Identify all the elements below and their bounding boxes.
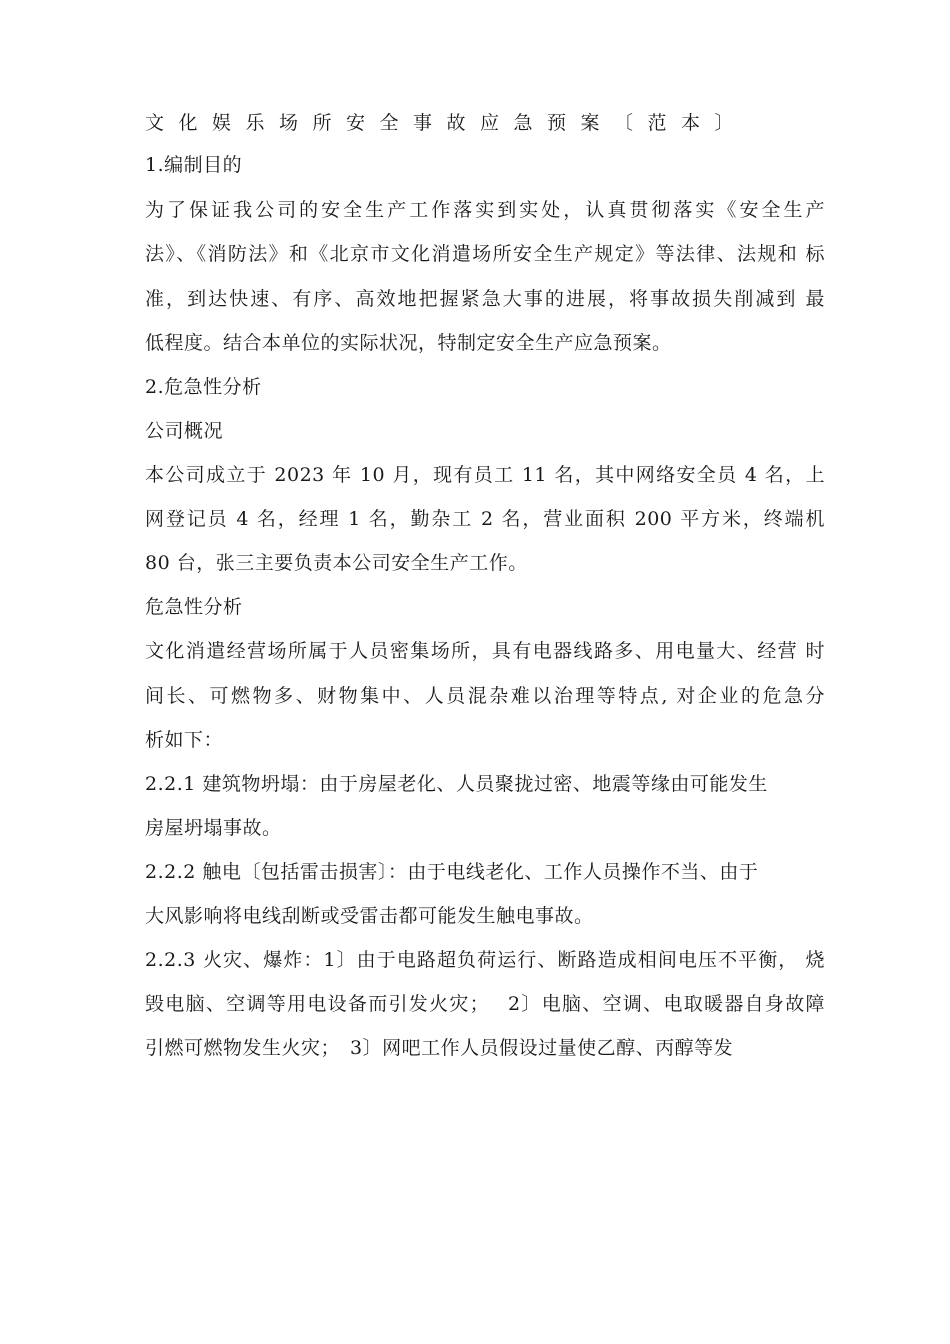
paragraph-line: 准，到达快速、有序、高效地把握紧急大事的进展，将事故损失削减到 最: [145, 288, 825, 310]
paragraph-line: 间长、可燃物多、财物集中、人员混杂难以治理等特点, 对企业的危急分: [145, 685, 825, 707]
paragraph-line: 2.2.3 火灾、爆炸：1〕由于电路超负荷运行、断路造成相间电压不平衡， 烧: [145, 949, 825, 971]
paragraph-line: 引燃可燃物发生火灾； 3〕网吧工作人员假设过量使乙醇、丙醇等发: [145, 1037, 734, 1059]
document-title: 文化娱乐场所安全事故应急预案〔范本〕: [145, 112, 749, 134]
paragraph-line: 低程度。结合本单位的实际状况，特制定安全生产应急预案。: [145, 332, 672, 354]
paragraph-line: 80 台，张三主要负责本公司安全生产工作。: [145, 552, 528, 574]
paragraph-line: 大风影响将电线刮断或受雷击都可能发生触电事故。: [145, 905, 594, 927]
subheading-hazard-analysis: 危急性分析: [145, 596, 243, 618]
paragraph-line: 房屋坍塌事故。: [145, 817, 282, 839]
paragraph-line: 本公司成立于 2023 年 10 月，现有员工 11 名，其中网络安全员 4 名，上: [145, 464, 825, 486]
section-heading-hazard-analysis: 2.危急性分析: [145, 376, 262, 398]
paragraph-line: 网登记员 4 名，经理 1 名，勤杂工 2 名，营业面积 200 平方米，终端机: [145, 508, 825, 530]
paragraph-line: 文化消遣经营场所属于人员密集场所，具有电器线路多、用电量大、经营 时: [145, 640, 825, 662]
subheading-company-overview: 公司概况: [145, 420, 224, 442]
paragraph-line: 2.2.1 建筑物坍塌：由于房屋老化、人员聚拢过密、地震等缘由可能发生: [145, 773, 768, 795]
paragraph-line: 为了保证我公司的安全生产工作落实到实处，认真贯彻落实《安全生产: [145, 199, 825, 221]
section-heading-purpose: 1.编制目的: [145, 154, 243, 176]
paragraph-line: 2.2.2 触电〔包括雷击损害〕：由于电线老化、工作人员操作不当、由于: [145, 861, 759, 883]
paragraph-line: 毁电脑、空调等用电设备而引发火灾； 2〕电脑、空调、电取暖器自身故障: [145, 993, 825, 1015]
paragraph-line: 析如下：: [145, 729, 224, 751]
paragraph-line: 法》、《消防法》和《北京市文化消遣场所安全生产规定》等法律、法规和 标: [145, 243, 825, 265]
